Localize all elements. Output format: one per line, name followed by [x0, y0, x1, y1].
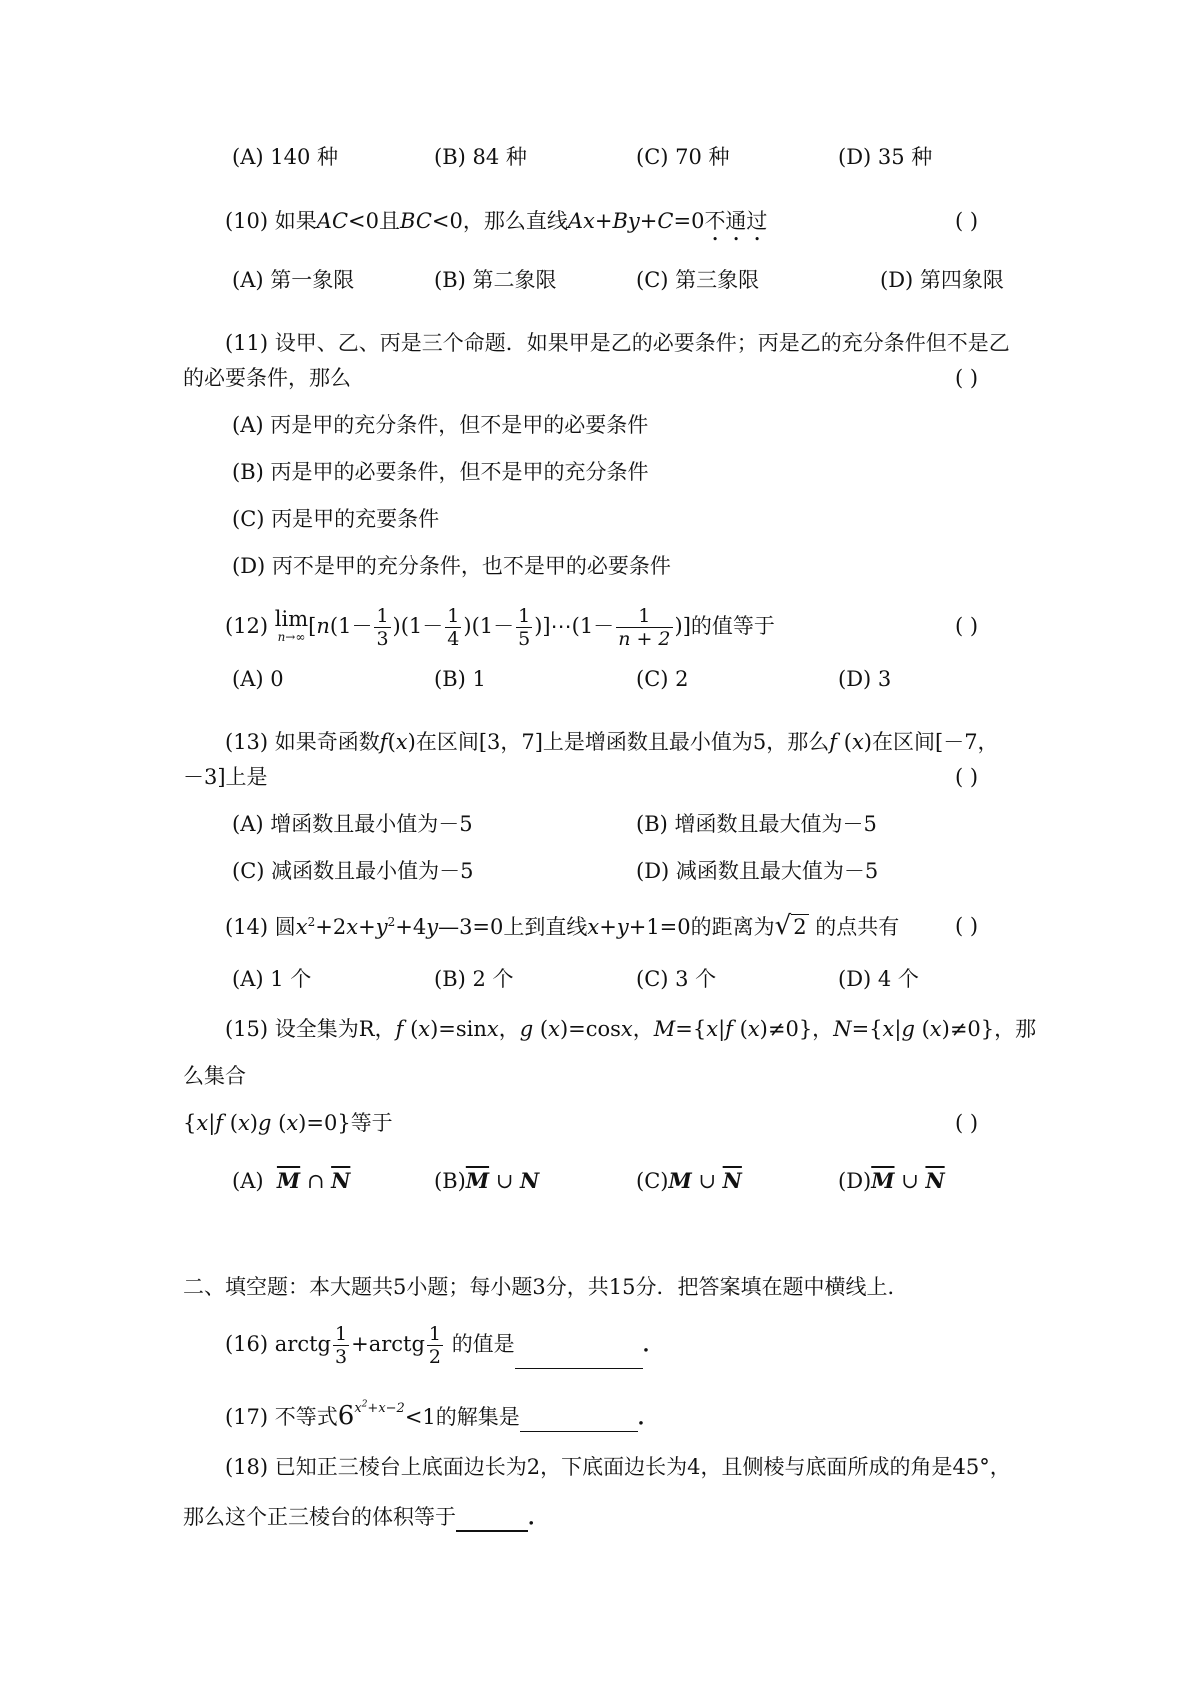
q11-answer-paren: ( )	[955, 366, 979, 390]
sqrt-2: √2	[774, 911, 807, 941]
q15-stem-line1: (15) 设全集为R，f (x)=sinx，g (x)=cosx，M={x|f (x)≠0}，N={x|g (x)≠0}，那	[225, 1017, 1037, 1041]
section-2-heading: 二、填空题：本大题共5小题；每小题3分，共15分．把答案填在题中横线上．	[183, 1275, 909, 1299]
q14-option-a: (A) 1 个	[232, 967, 312, 991]
fraction-1-5: $\frac{1}{5}$	[518, 605, 531, 650]
q18-stem-line1: (18) 已知正三棱台上底面边长为2，下底面边长为4，且侧棱与底面所成的角是45°，	[225, 1455, 1011, 1479]
q10-text-a: 如果	[274, 209, 317, 233]
fraction-1-3: $\frac{1}{3}$	[376, 605, 389, 650]
q15-option-a-label: (A)	[232, 1169, 264, 1193]
q11-option-d: (D) 丙不是甲的充分条件，也不是甲的必要条件	[232, 554, 671, 578]
q16-end: ．	[642, 1331, 664, 1356]
q12-option-c: (C) 2	[636, 667, 689, 691]
q18-end: ．	[528, 1504, 549, 1529]
q14-stem: (14) 圆$x^2+2x+y^2+4y—3=0$上到直线x+y+1=0的距离为√2 的点共有	[225, 911, 900, 941]
q13-option-d: (D) 减函数且最大值为－5	[636, 859, 879, 883]
q14-option-b: (B) 2 个	[434, 967, 514, 991]
q12-stem: (12) lim n→∞ [n(1－ $\frac{1}{3}$ )(1－ $\frac{1}{4}$ )(1－ $\frac{1}{5}$ )]⋯(1－ $\frac{1}{n + 2}$ )]的值等于	[225, 605, 775, 650]
q10-option-a: (A) 第一象限	[232, 268, 355, 292]
q18-answer-blank[interactable]	[456, 1500, 528, 1532]
q13-stem-line1: (13) 如果奇函数f(x)在区间[3，7]上是增函数且最小值为5，那么f (x)在区间[－7，	[225, 730, 999, 754]
q10-stem: (10) 如果AC<0且BC<0，那么直线Ax+By+C=0不通过	[225, 209, 768, 233]
q14-option-d: (D) 4 个	[838, 967, 919, 991]
q15-answer-paren: ( )	[955, 1111, 979, 1135]
q17-number: (17)	[225, 1405, 269, 1429]
q15-option-d: $(D)\overline{M}$ ∪ $\overline{N}$	[838, 1168, 945, 1193]
fraction-1-2: $\frac{1}{2}$	[428, 1323, 441, 1368]
q15-option-d-label: (D)	[838, 1169, 872, 1193]
q12-answer-paren: ( )	[955, 614, 979, 638]
q15-text-c: 等于	[350, 1111, 393, 1135]
q15-option-c: (C)M ∪ $\overline{N}$	[636, 1168, 742, 1193]
q13-text-c: 在区间[－7，	[872, 730, 999, 754]
q15-text-a: (15) 设全集为R，	[225, 1017, 396, 1041]
q13-stem-line2: －3]上是	[183, 765, 268, 789]
q17-answer-blank[interactable]	[520, 1401, 638, 1432]
q14-text-a: 圆	[274, 915, 296, 939]
q17-stem: (17) 不等式$6^{x^2+x-2}<1$的解集是 ．	[225, 1399, 659, 1431]
q9-option-c: (C) 70 种	[636, 145, 730, 169]
q12-option-b: (B) 1	[434, 667, 486, 691]
q14-number: (14)	[225, 915, 269, 939]
fraction-1-3: $\frac{1}{3}$	[335, 1323, 348, 1368]
q15-stem-line3: {x|f (x)g (x)=0}等于	[183, 1111, 393, 1135]
q12-option-d: (D) 3	[838, 667, 892, 691]
q10-number: (10)	[225, 209, 269, 233]
q12-number: (12)	[225, 614, 269, 638]
q9-option-a: (A) 140 种	[232, 145, 338, 169]
q13-option-b: (B) 增函数且最大值为－5	[636, 812, 877, 836]
q10-option-b: (B) 第二象限	[434, 268, 557, 292]
q14-answer-paren: ( )	[955, 914, 979, 938]
q13-option-a: (A) 增函数且最小值为－5	[232, 812, 473, 836]
fraction-1-n2: $\frac{1}{n + 2}$	[618, 605, 671, 650]
q16-answer-blank[interactable]	[515, 1318, 643, 1369]
q11-option-a: (A) 丙是甲的充分条件，但不是甲的必要条件	[232, 413, 649, 437]
q13-option-c: (C) 减函数且最小值为－5	[232, 859, 474, 883]
q12-tail: ]的值等于	[682, 614, 775, 638]
q15-stem-line2: 么集合	[183, 1064, 246, 1088]
q16-number: (16)	[225, 1332, 269, 1356]
q15-option-b-label: (B)	[434, 1169, 466, 1193]
q12-option-a: (A) 0	[232, 667, 284, 691]
q11-stem-line2: 的必要条件，那么	[183, 366, 351, 390]
q11-option-c: (C) 丙是甲的充要条件	[232, 507, 440, 531]
q16-tail: 的值是	[451, 1332, 515, 1356]
q11-option-b: (B) 丙是甲的必要条件，但不是甲的充分条件	[232, 460, 649, 484]
q14-text-d: 的点共有	[815, 915, 900, 939]
limit-operator: lim n→∞	[274, 606, 309, 644]
q13-answer-paren: ( )	[955, 765, 979, 789]
q15-option-c-label: (C)	[636, 1169, 669, 1193]
q10-emphasis-text: 不通过	[704, 209, 768, 233]
q15-option-b: $(B)\overline{M}$ ∪ N	[434, 1168, 540, 1193]
q14-option-c: (C) 3 个	[636, 967, 717, 991]
q10-option-d: (D) 第四象限	[880, 268, 1004, 292]
q10-text-c: ，那么直线	[462, 209, 568, 233]
q10-answer-paren: ( )	[955, 209, 979, 233]
q16-stem: (16) arctg $\frac{1}{3}$ +arctg $\frac{1}{2}$ 的值是 ．	[225, 1318, 664, 1369]
q17-text: 不等式	[274, 1405, 338, 1429]
q17-tail: 的解集是	[435, 1405, 520, 1429]
q14-text-c: 的距离为	[690, 915, 775, 939]
q13-text-a: (13) 如果奇函数	[225, 730, 380, 754]
q9-option-d: (D) 35 种	[838, 145, 933, 169]
fraction-1-4: $\frac{1}{4}$	[447, 605, 460, 650]
q15-text-b: ，那	[994, 1017, 1037, 1041]
q11-stem-line1: (11) 设甲、乙、丙是三个命题．如果甲是乙的必要条件；丙是乙的充分条件但不是乙	[225, 331, 1010, 355]
q18-stem-line2	[183, 1500, 549, 1532]
q10-option-c: (C) 第三象限	[636, 268, 760, 292]
q10-text-b: 且	[379, 209, 400, 233]
q14-text-b: 上到直线	[503, 915, 588, 939]
q18-text: 那么这个正三棱台的体积等于	[183, 1505, 456, 1529]
q13-text-b: 在区间[3，7]上是增函数且最小值为5，那么	[415, 730, 830, 754]
q17-end: ．	[637, 1404, 659, 1429]
q9-option-b: (B) 84 种	[434, 145, 527, 169]
q15-option-a: (A) $\overline{M}$ ∩ $\overline{N}$	[232, 1168, 351, 1193]
